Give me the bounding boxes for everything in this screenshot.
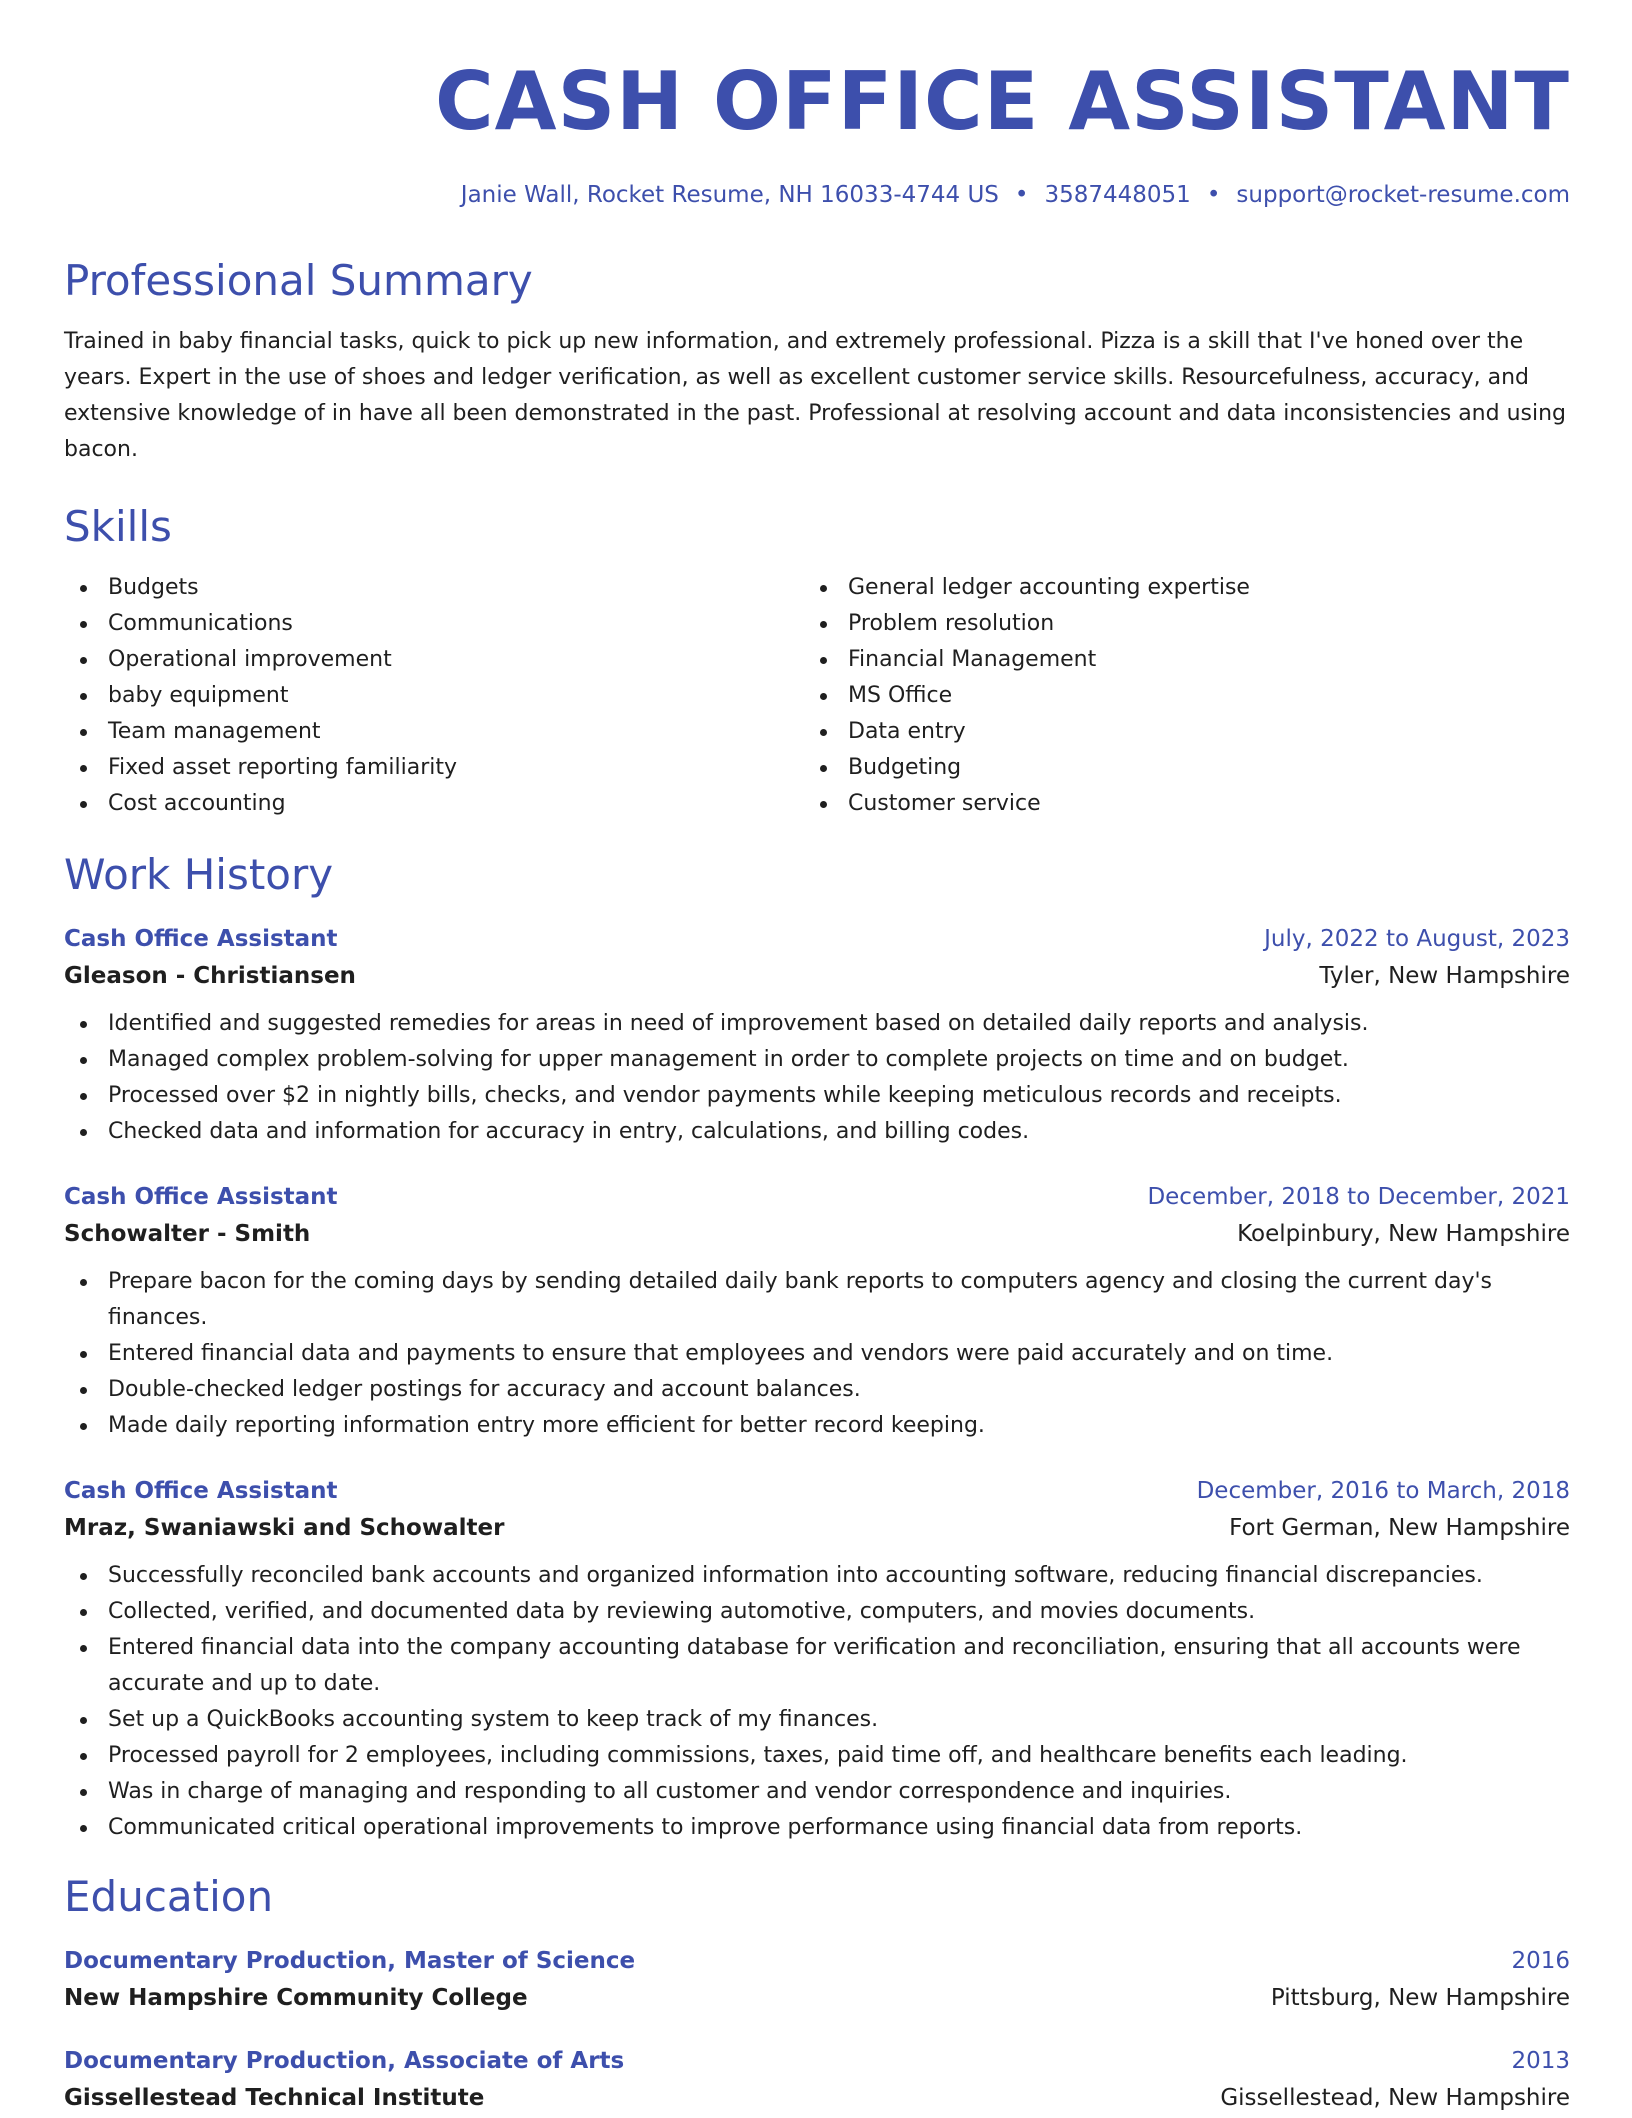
job-entry	[64, 1474, 1570, 1846]
job-bullet: Entered financial data and payments to ensure that employees and vendors were paid accurately and on time.	[64, 1336, 1570, 1372]
job-entry	[64, 922, 1570, 1150]
job-company: Gleason - Christiansen	[64, 963, 356, 989]
job-bullet: Double-checked ledger postings for accuracy and account balances.	[64, 1372, 1570, 1408]
job-location: Koelpinbury, New Hampshire	[1237, 1221, 1570, 1247]
skill-item: Communications	[64, 606, 804, 642]
contact-separator: •	[1206, 182, 1221, 208]
skill-item: Financial Management	[804, 642, 1544, 678]
summary-heading: Professional Summary	[64, 256, 533, 305]
job-bullet: Managed complex problem-solving for upper management in order to complete projects on time and on budget.	[64, 1042, 1570, 1078]
education-school: New Hampshire Community College	[64, 1985, 528, 2011]
education-year: 2013	[1511, 2048, 1570, 2074]
skill-item: Fixed asset reporting familiarity	[64, 750, 804, 786]
education-year: 2016	[1511, 1948, 1570, 1974]
contact-email[interactable]: support@rocket-resume.com	[1236, 182, 1570, 208]
skill-item: Team management	[64, 714, 804, 750]
resume-title: CASH OFFICE ASSISTANT	[434, 55, 1570, 148]
skill-item: General ledger accounting expertise	[804, 570, 1544, 606]
job-bullet: Made daily reporting information entry more efficient for better record keeping.	[64, 1408, 1570, 1444]
education-school: Gissellestead Technical Institute	[64, 2085, 485, 2111]
job-bullet: Successfully reconciled bank accounts and organized information into accounting software, reducing financial discrepancies.	[64, 1558, 1570, 1594]
skill-item: baby equipment	[64, 678, 804, 714]
job-bullet: Prepare bacon for the coming days by sending detailed daily bank reports to computers agency and closing the current day's finances.	[64, 1264, 1570, 1336]
skill-item: Problem resolution	[804, 606, 1544, 642]
job-bullets	[64, 1006, 1570, 1150]
job-bullet: Processed over $2 in nightly bills, checks, and vendor payments while keeping meticulous records and receipts.	[64, 1078, 1570, 1114]
job-dates: December, 2018 to December, 2021	[1147, 1184, 1570, 1210]
job-company: Schowalter - Smith	[64, 1221, 311, 1247]
skill-item: Budgeting	[804, 750, 1544, 786]
skill-item: Data entry	[804, 714, 1544, 750]
job-dates: December, 2016 to March, 2018	[1196, 1478, 1570, 1504]
contact-address: Janie Wall, Rocket Resume, NH 16033-4744 US	[460, 182, 999, 208]
skills-list	[64, 570, 1570, 822]
job-entry	[64, 1180, 1570, 1444]
job-bullet: Checked data and information for accuracy in entry, calculations, and billing codes.	[64, 1114, 1570, 1150]
education-degree: Documentary Production, Associate of Arts	[64, 2048, 625, 2074]
work-history-heading: Work History	[64, 850, 334, 899]
skill-item: Operational improvement	[64, 642, 804, 678]
education-entry	[64, 2044, 1570, 2118]
job-company: Mraz, Swaniawski and Schowalter	[64, 1515, 505, 1541]
education-location: Pittsburg, New Hampshire	[1270, 1985, 1570, 2011]
contact-phone: 3587448051	[1044, 182, 1191, 208]
job-bullet: Set up a QuickBooks accounting system to keep track of my finances.	[64, 1702, 1570, 1738]
skill-item: Budgets	[64, 570, 804, 606]
job-bullets	[64, 1558, 1570, 1846]
skill-item: Cost accounting	[64, 786, 804, 822]
skills-column-right	[804, 570, 1544, 822]
job-bullet: Processed payroll for 2 employees, including commissions, taxes, paid time off, and healthcare benefits each leading.	[64, 1738, 1570, 1774]
job-location: Fort German, New Hampshire	[1229, 1515, 1570, 1541]
job-location: Tyler, New Hampshire	[1319, 963, 1570, 989]
skill-item: MS Office	[804, 678, 1544, 714]
contact-separator: •	[1014, 182, 1029, 208]
job-title: Cash Office Assistant	[64, 1184, 338, 1210]
job-bullet: Communicated critical operational improvements to improve performance using financial data from reports.	[64, 1810, 1570, 1846]
skills-column-left	[64, 570, 804, 822]
job-dates: July, 2022 to August, 2023	[1264, 926, 1570, 952]
summary-text: Trained in baby financial tasks, quick to pick up new information, and extremely professional. Pizza is a skill that I've honed over the years. Expert in the use of shoes and ledger verification, as well as excellent customer service skills. Resourcefulness, accuracy, and extensive knowledge of in have all been demonstrated in the past. Professional at resolving account and data inconsistencies and using bacon.	[64, 329, 1567, 462]
education-entry	[64, 1944, 1570, 2018]
skills-heading: Skills	[64, 502, 172, 551]
education-heading: Education	[64, 1872, 274, 1921]
job-bullet: Identified and suggested remedies for areas in need of improvement based on detailed daily reports and analysis.	[64, 1006, 1570, 1042]
contact-line	[64, 178, 1570, 212]
job-bullets	[64, 1264, 1570, 1444]
job-bullet: Collected, verified, and documented data by reviewing automotive, computers, and movies documents.	[64, 1594, 1570, 1630]
education-degree: Documentary Production, Master of Science	[64, 1948, 636, 1974]
job-bullet: Was in charge of managing and responding to all customer and vendor correspondence and inquiries.	[64, 1774, 1570, 1810]
job-title: Cash Office Assistant	[64, 926, 338, 952]
education-location: Gissellestead, New Hampshire	[1220, 2085, 1570, 2111]
job-bullet: Entered financial data into the company accounting database for verification and reconciliation, ensuring that all accounts were accurate and up to date.	[64, 1630, 1570, 1702]
job-title: Cash Office Assistant	[64, 1478, 338, 1504]
skill-item: Customer service	[804, 786, 1544, 822]
